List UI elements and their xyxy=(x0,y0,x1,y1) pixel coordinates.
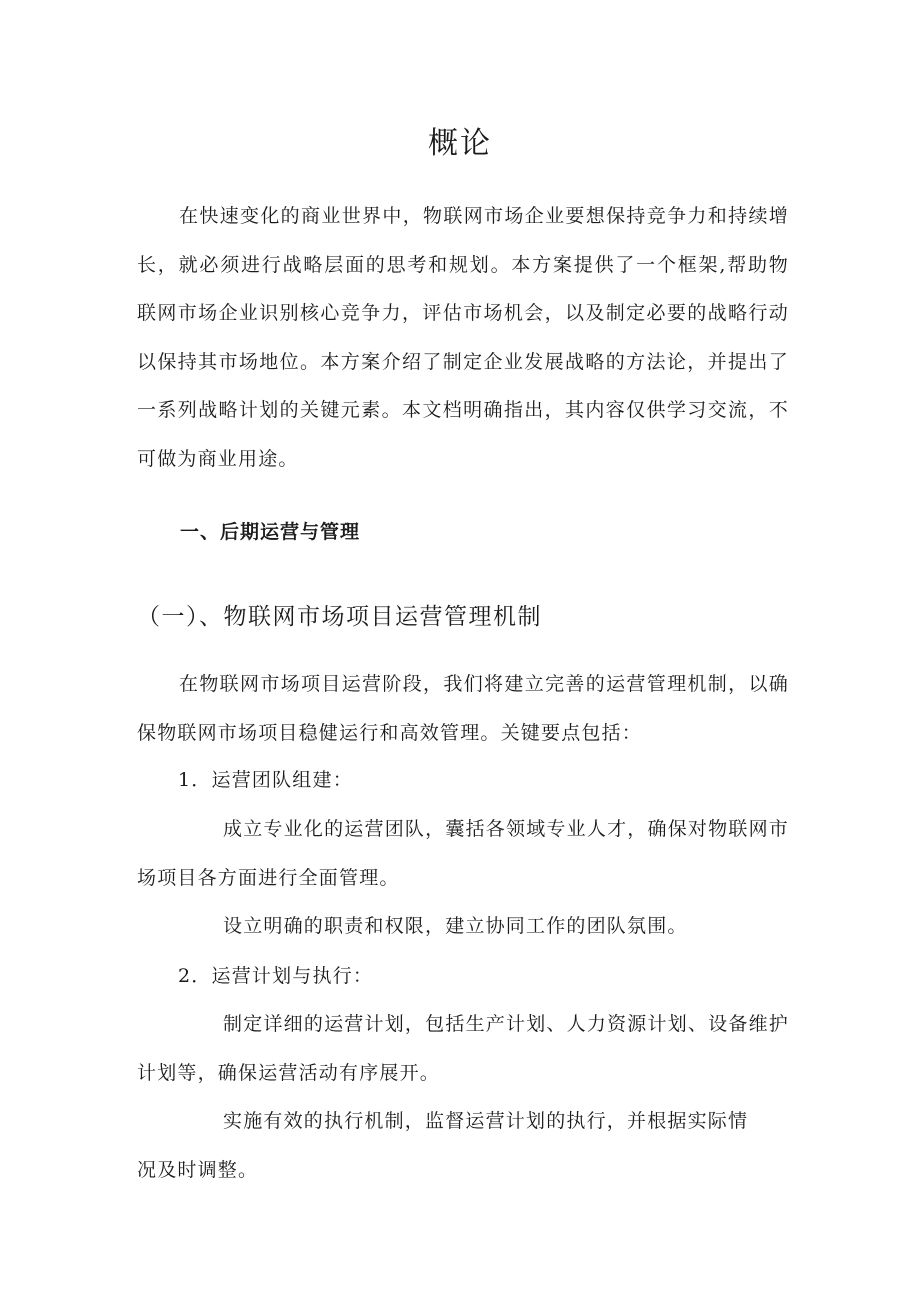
list-item-2-point-2: 实施有效的执行机制，监督运营计划的执行，并根据实际情况及时调整。 xyxy=(137,1110,749,1181)
page-title: 概论 xyxy=(428,126,492,161)
list-item-1-point-1: 成立专业化的运营团队，囊括各领域专业人才，确保对物联网市场项目各方面进行全面管理。 xyxy=(137,818,789,889)
list-item-1-point-2: 设立明确的职责和权限，建立协同工作的团队氛围。 xyxy=(223,915,688,937)
intro-paragraph: 在快速变化的商业世界中，物联网市场企业要想保持竞争力和持续增长，就必须进行战略层面的思考和规划。本方案提供了一个框架,帮助物联网市场企业识别核心竞争力，评估市场机会，以及制定必要的战略行动以保持其市场地位。本方案介绍了制定企业发展战略的方法论，并提出了一系列战略计划的关键元素。本文档明确指出，其内容仅供学习交流，不可做为商业用途。 xyxy=(137,205,789,470)
section-heading: 一、后期运营与管理 xyxy=(180,521,361,543)
subsection-heading: （一）、物联网市场项目运营管理机制 xyxy=(137,604,542,630)
list-item-2-point-1: 制定详细的运营计划，包括生产计划、人力资源计划、设备维护计划等，确保运营活动有序展开。 xyxy=(137,1013,789,1084)
list-item-heading-1: 1．运营团队组建： xyxy=(178,769,353,791)
list-item-heading-2: 2．运营计划与执行： xyxy=(178,965,374,987)
subsection-intro-paragraph: 在物联网市场项目运营阶段，我们将建立完善的运营管理机制，以确保物联网市场项目稳健运行和高效管理。关键要点包括： xyxy=(137,673,789,744)
